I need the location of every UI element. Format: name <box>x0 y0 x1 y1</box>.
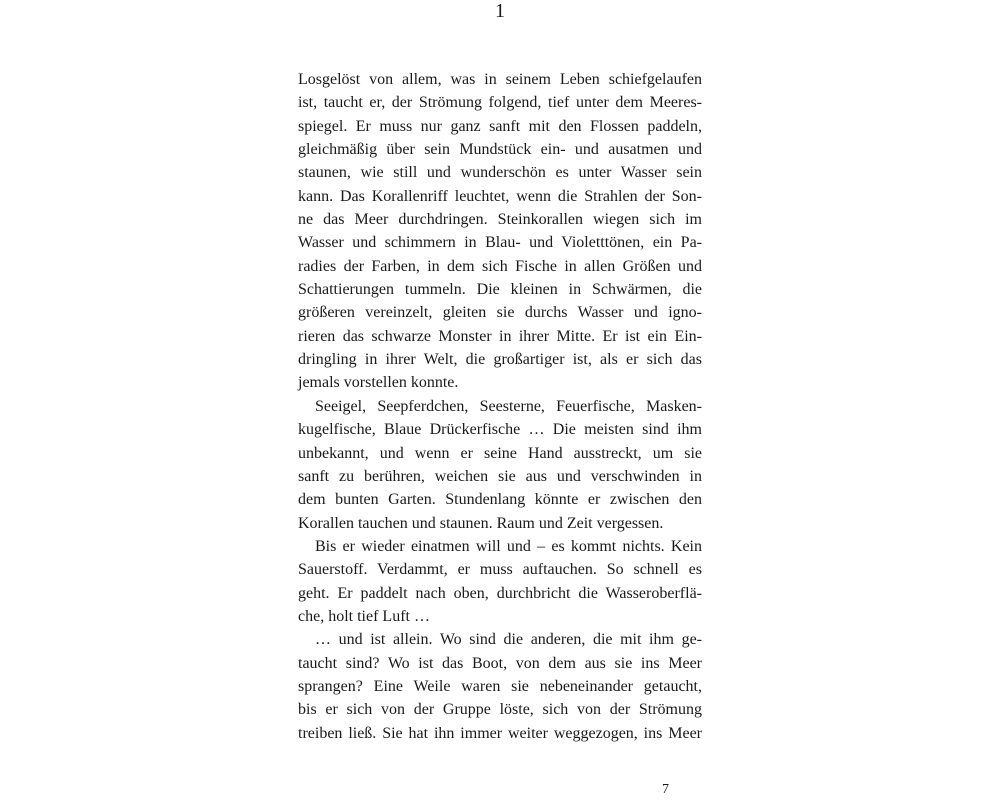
text-line: ist, taucht er, der Strömung folgend, tief unter dem Meeres- <box>298 94 702 112</box>
text-line: Losgelöst von allem, was in seinem Leben schiefgelaufen <box>298 71 702 88</box>
text-line: radies der Farben, in dem sich Fische in allen Größen und <box>298 257 702 275</box>
text-line: treiben ließ. Sie hat ihn immer weiter weggezogen, ins Meer <box>298 724 702 742</box>
text-line: geht. Er paddelt nach oben, durchbricht die Wasseroberflä- <box>298 584 702 602</box>
text-line: taucht sind? Wo ist das Boot, von dem aus sie ins Meer <box>298 654 702 672</box>
text-line: Korallen tauchen und staunen. Raum und Zeit vergessen. <box>298 514 664 532</box>
text-line: Bis er wieder einatmen will und – es kommt nichts. Kein <box>315 537 702 555</box>
text-line: ne das Meer durchdringen. Steinkorallen wiegen sich im <box>298 211 702 229</box>
text-line: sanft zu berühren, weichen sie aus und verschwinden in <box>298 467 702 485</box>
chapter-number: 1 <box>495 0 505 22</box>
text-line: bis er sich von der Gruppe löste, sich von der Strömung <box>298 701 702 719</box>
text-line: dem bunten Garten. Stundenlang könnte er zwischen den <box>298 491 702 509</box>
text-line: Seeigel, Seepferdchen, Seesterne, Feuerfische, Masken- <box>315 397 702 415</box>
body-text <box>298 68 702 745</box>
text-line: dringling in ihrer Welt, die großartiger ist, als er sich das <box>298 351 702 369</box>
text-line: kugelfische, Blaue Drückerfische … Die meisten sind ihm <box>298 421 702 439</box>
text-line: unbekannt, und wenn er seine Hand ausstreckt, um sie <box>298 444 702 462</box>
text-line: rieren das schwarze Monster in ihrer Mitte. Er ist ein Ein- <box>298 327 702 345</box>
text-line: jemals vorstellen konnte. <box>298 374 459 392</box>
text-line: spiegel. Er muss nur ganz sanft mit den Flossen paddeln, <box>298 117 702 135</box>
text-line: Sauerstoff. Verdammt, er muss auftauchen. So schnell es <box>298 561 702 579</box>
text-line: kann. Das Korallenriff leuchtet, wenn die Strahlen der Son- <box>298 187 702 205</box>
text-line: che, holt tief Luft … <box>298 607 430 625</box>
text-line: Schattierungen tummeln. Die kleinen in Schwärmen, die <box>298 281 702 299</box>
text-line: sprangen? Eine Weile waren sie nebeneinander getaucht, <box>298 677 702 695</box>
text-line: größeren vereinzelt, gleiten sie durchs Wasser und igno- <box>298 304 702 322</box>
text-line: Wasser und schimmern in Blau- und Violetttönen, ein Pa- <box>298 234 702 252</box>
text-line: gleichmäßig über sein Mundstück ein- und ausatmen und <box>298 141 702 159</box>
text-line: … und ist allein. Wo sind die anderen, die mit ihm ge- <box>315 631 702 649</box>
text-line: staunen, wie still und wunderschön es unter Wasser sein <box>298 164 702 182</box>
page-number: 7 <box>662 782 669 797</box>
